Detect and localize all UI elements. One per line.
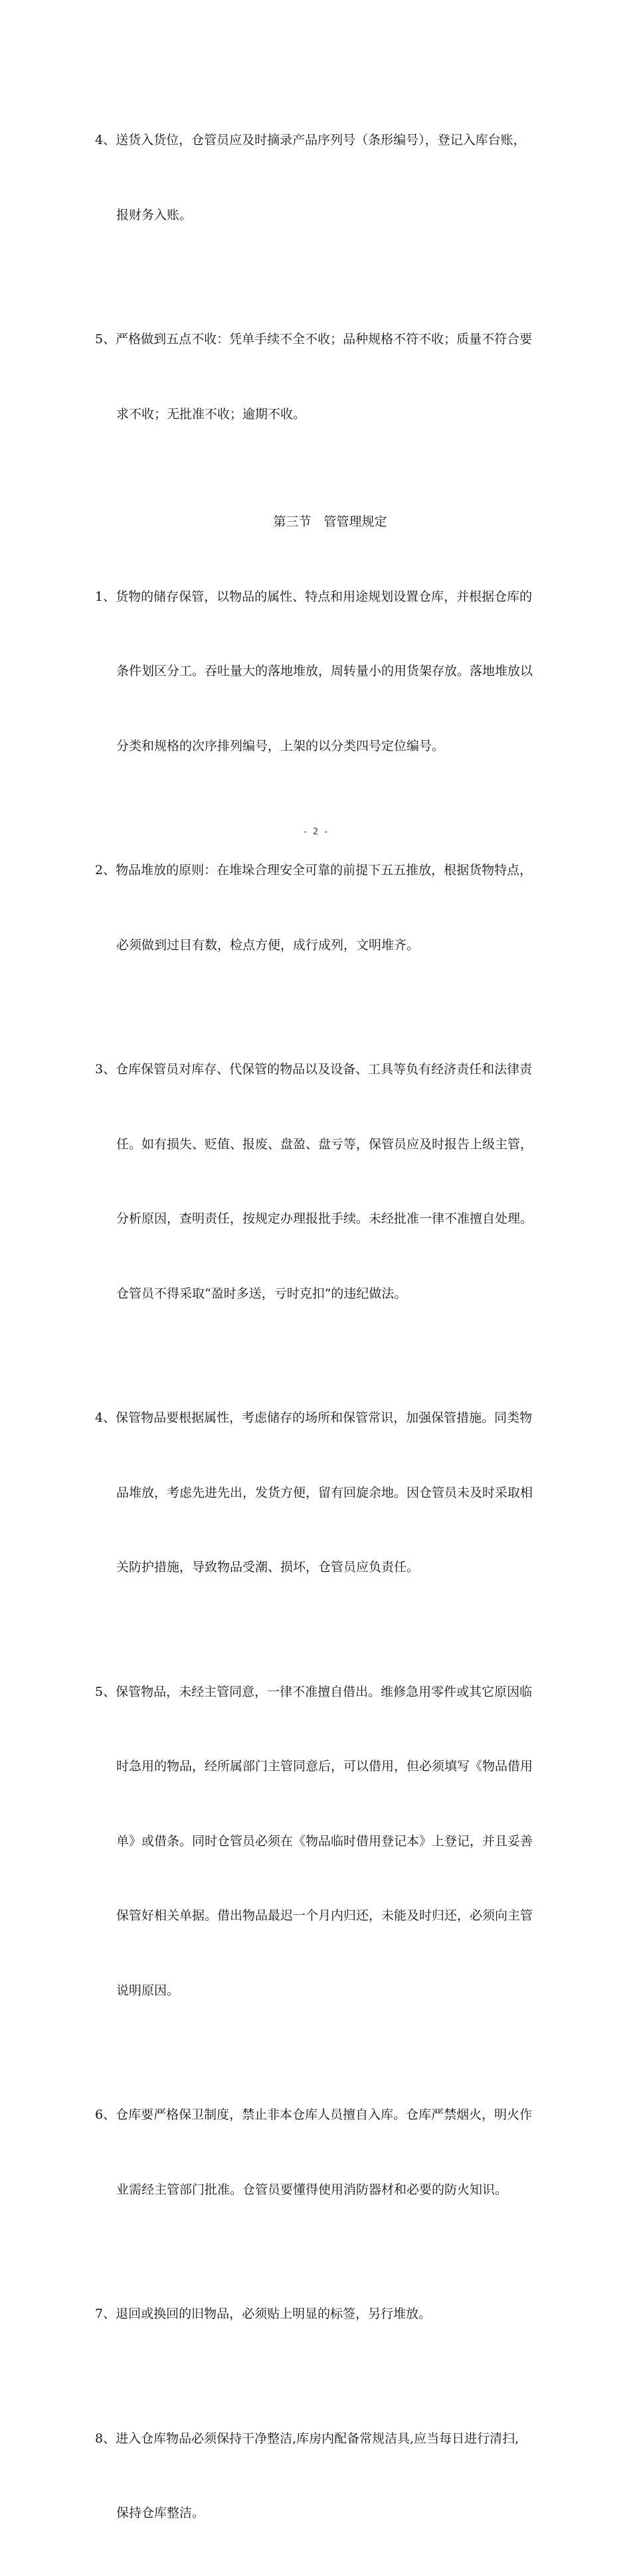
page-content bbox=[95, 78, 547, 2576]
item-line: 分析原因，查明责任，按规定办理报批手续。未经批准一律不准擅自处理。 bbox=[116, 1211, 533, 1226]
receiving-item-5 bbox=[95, 277, 547, 477]
item-line: 单》或借条。同时仓管员必须在《物品临时借用登记本》上登记，并且妥善 bbox=[116, 1833, 533, 1849]
item-line: 保持仓库整洁。 bbox=[116, 2506, 205, 2520]
item-line: 8、进入仓库物品必须保持干净整洁,库房内配备常规洁具,应当每日进行清扫, bbox=[95, 2431, 519, 2446]
rule-item-2 bbox=[95, 808, 547, 1008]
item-line: 分类和规格的次序排列编号，上架的以分类四号定位编号。 bbox=[116, 738, 445, 753]
rule-item-8 bbox=[95, 2377, 547, 2576]
item-line: 4、保管物品要根据属性，考虑储存的场所和保管常识，加强保管措施。同类物 bbox=[95, 1410, 533, 1425]
item-line: 6、仓库要严格保卫制度，禁止非本仓库人员擅自入库。仓库严禁烟火，明火作 bbox=[95, 2107, 533, 2122]
item-line: 业需经主管部门批准。仓管员要懂得使用消防器材和必要的防火知识。 bbox=[116, 2182, 508, 2197]
rule-item-5 bbox=[95, 1630, 547, 2054]
rule-item-6 bbox=[95, 2053, 547, 2252]
item-line: 2、物品堆放的原则：在堆垛合理安全可靠的前提下五五推放，根据货物特点， bbox=[95, 863, 533, 877]
item-line: 1、货物的储存保管，以物品的属性、特点和用途规划设置仓库，并根据仓库的 bbox=[95, 589, 533, 604]
rule-item-3 bbox=[95, 1008, 547, 1356]
item-line: 时急用的物品，经所属部门主管同意后，可以借用，但必须填写《物品借用 bbox=[116, 1759, 533, 1774]
item-line: 5、严格做到五点不收：凭单手续不全不收；品种规格不符不收；质量不符合要 bbox=[95, 332, 533, 346]
item-line: 4、送货入货位，仓管员应及时摘录产品序列号（条形编号），登记入库台账， bbox=[95, 133, 526, 147]
item-line: 品堆放，考虑先进先出，发货方便，留有回旋余地。因仓管员未及时采取相 bbox=[116, 1485, 533, 1500]
page-number: - 2 - bbox=[302, 827, 329, 837]
item-line: 7、退回或换回的旧物品，必须贴上明显的标签，另行堆放。 bbox=[95, 2307, 432, 2321]
item-line: 3、仓库保管员对库存、代保管的物品以及设备、工具等负有经济责任和法律责 bbox=[95, 1062, 533, 1077]
item-line: 说明原因。 bbox=[116, 1983, 180, 1998]
item-line: 关防护措施，导致物品受潮、损坏，仓管员应负责任。 bbox=[116, 1560, 420, 1574]
receiving-item-4 bbox=[95, 78, 547, 277]
item-line: 求不收；无批准不收；逾期不收。 bbox=[116, 406, 306, 421]
item-line: 必须做到过目有数，检点方便，成行成列，文明堆齐。 bbox=[116, 937, 420, 952]
item-line: 任。如有损失、贬值、报废、盘盈、盘亏等，保管员应及时报告上级主管， bbox=[116, 1136, 533, 1152]
item-line: 5、保管物品，未经主管同意，一律不准擅自借出。维修急用零件或其它原因临 bbox=[95, 1684, 533, 1699]
item-line: 仓管员不得采取“盈时多送，亏时克扣”的违纪做法。 bbox=[116, 1286, 407, 1301]
section-title: 第三节 管管理规定 bbox=[273, 514, 387, 529]
item-line: 保管好相关单据。借出物品最迟一个月内归还，未能及时归还，必须向主管 bbox=[116, 1908, 533, 1923]
item-line: 报财务入账。 bbox=[116, 207, 193, 222]
item-line: 条件划区分工。吞吐量大的落地堆放，周转量小的用货架存放。落地堆放以 bbox=[116, 664, 533, 678]
rule-item-7 bbox=[95, 2252, 547, 2377]
section-spacer bbox=[95, 477, 547, 510]
rule-item-4 bbox=[95, 1356, 547, 1630]
rule-item-1 bbox=[95, 535, 547, 809]
